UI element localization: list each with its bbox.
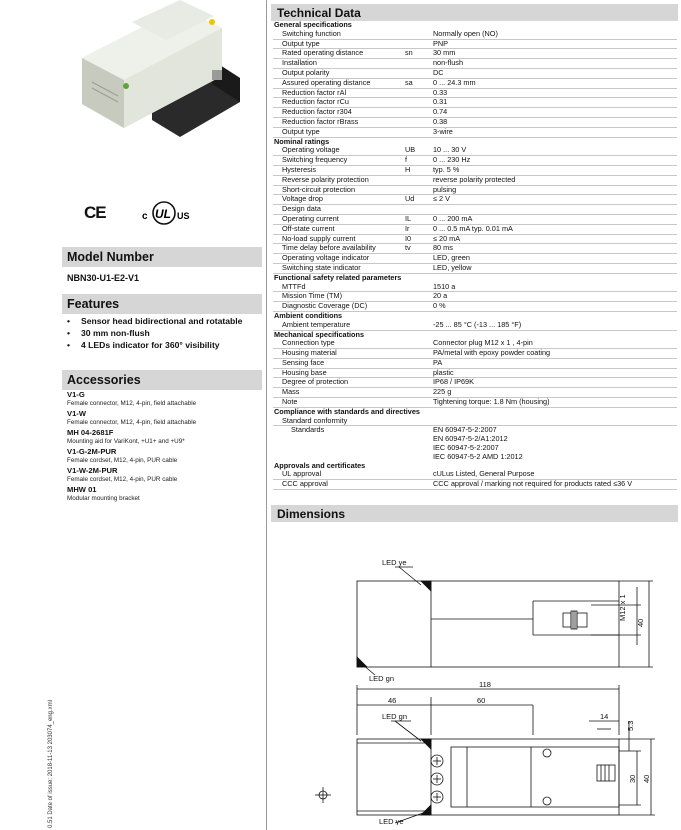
spec-value: 1510 a xyxy=(433,283,677,292)
spec-value: DC xyxy=(433,68,677,78)
spec-label: Off-state current xyxy=(273,224,405,234)
spec-label: Switching function xyxy=(273,30,405,39)
accessory-item xyxy=(67,447,259,465)
spec-symbol xyxy=(405,321,433,330)
spec-label: Output type xyxy=(273,127,405,137)
accessory-name: V1-G-2M-PUR xyxy=(67,447,117,456)
spec-symbol xyxy=(405,263,433,273)
spec-symbol xyxy=(405,292,433,302)
dim-40-side: 40 xyxy=(642,774,651,783)
spec-label: Operating current xyxy=(273,214,405,224)
spec-label: Design data xyxy=(273,205,405,215)
spec-label: Degree of protection xyxy=(273,378,405,388)
spec-row xyxy=(273,349,677,359)
spec-value: 0.38 xyxy=(433,117,677,127)
spec-row xyxy=(273,156,677,166)
spec-label: Rated operating distance xyxy=(273,49,405,59)
spec-row xyxy=(273,68,677,78)
accessory-description: Mounting aid for VariKont, +U1+ and +U9* xyxy=(67,437,185,445)
spec-symbol xyxy=(405,435,433,444)
accessory-name: V1-W xyxy=(67,409,86,418)
accessory-name: V1-W-2M-PUR xyxy=(67,466,118,475)
section-title: Approvals and certificates xyxy=(274,460,366,470)
spec-symbol: Ir xyxy=(405,224,433,234)
accessory-description: Modular mounting bracket xyxy=(67,494,140,502)
spec-row xyxy=(273,195,677,205)
dim-14: 14 xyxy=(600,712,609,721)
section-title: Functional safety related parameters xyxy=(274,272,402,282)
spec-symbol: f xyxy=(405,156,433,166)
spec-row xyxy=(273,358,677,368)
spec-label: Note xyxy=(273,398,405,408)
spec-value: 225 g xyxy=(433,388,677,398)
accessory-item xyxy=(67,428,259,446)
spec-value: IP68 / IP69K xyxy=(433,378,677,388)
ul-suffix: US xyxy=(177,211,190,221)
spec-symbol xyxy=(405,98,433,108)
accessory-name: V1-G xyxy=(67,390,85,399)
spec-label: Mass xyxy=(273,388,405,398)
accessories-list xyxy=(67,390,259,504)
spec-value: typ. 5 % xyxy=(433,165,677,175)
spec-value: pulsing xyxy=(433,185,677,195)
spec-label: Housing material xyxy=(273,349,405,359)
spec-symbol xyxy=(405,398,433,408)
dimensions-drawing xyxy=(271,525,678,825)
spec-label: Reduction factor rCu xyxy=(273,98,405,108)
spec-value: 0 % xyxy=(433,302,677,312)
spec-symbol xyxy=(405,388,433,398)
spec-symbol xyxy=(405,480,433,490)
spec-symbol: UB xyxy=(405,146,433,155)
accessory-description: Female connector, M12, 4-pin, field attachable xyxy=(67,399,197,407)
spec-row xyxy=(273,165,677,175)
spec-value: reverse polarity protected xyxy=(433,175,677,185)
spec-label: Voltage drop xyxy=(273,195,405,205)
spec-symbol xyxy=(405,378,433,388)
spec-symbol xyxy=(405,426,433,435)
spec-value: 20 a xyxy=(433,292,677,302)
technical-data-table xyxy=(273,21,677,490)
right-column xyxy=(266,0,681,830)
spec-value: cULus Listed, General Purpose xyxy=(433,470,677,479)
spec-value: 0.74 xyxy=(433,108,677,118)
section-title: Nominal ratings xyxy=(274,136,330,146)
spec-label: MTTFd xyxy=(273,283,405,292)
certification-marks xyxy=(84,199,214,229)
spec-value: IEC 60947-5-2 AMD 1:2012 xyxy=(433,451,523,461)
accessory-description: Female connector, M12, 4-pin, field attachable xyxy=(67,418,197,426)
left-column xyxy=(0,0,262,830)
m12-dimension: M12 x 1 xyxy=(618,594,627,621)
section-title: General specifications xyxy=(274,20,352,29)
dim-40-top: 40 xyxy=(636,618,645,627)
spec-symbol xyxy=(405,254,433,264)
spec-symbol xyxy=(405,302,433,312)
spec-symbol xyxy=(405,339,433,348)
spec-value: 10 ... 30 V xyxy=(433,146,677,155)
spec-label: Reverse polarity protection xyxy=(273,175,405,185)
features-list xyxy=(67,316,259,352)
spec-symbol xyxy=(405,417,433,426)
spec-label: UL approval xyxy=(273,470,405,479)
spec-symbol xyxy=(405,470,433,479)
spec-label: Sensing face xyxy=(273,358,405,368)
spec-value: CCC approval / marking not required for products rated ≤36 V xyxy=(433,480,677,490)
spec-value: 0.33 xyxy=(433,88,677,98)
spec-row xyxy=(273,378,677,388)
accessory-item xyxy=(67,485,259,503)
spec-label: Mission Time (TM) xyxy=(273,292,405,302)
spec-symbol xyxy=(405,108,433,118)
accessories-heading: Accessories xyxy=(62,370,262,390)
spec-value: 0.31 xyxy=(433,98,677,108)
spec-label xyxy=(273,435,405,444)
spec-label: Operating voltage xyxy=(273,146,405,155)
spec-value: EN 60947-5-2/A1:2012 xyxy=(433,434,508,444)
spec-value: PA xyxy=(433,358,677,368)
spec-row xyxy=(273,127,677,137)
spec-label: Switching state indicator xyxy=(273,263,405,273)
dim-30: 30 xyxy=(628,774,637,783)
spec-value: IEC 60947-5-2:2007 xyxy=(433,443,499,453)
spec-symbol: IL xyxy=(405,214,433,224)
spec-label: Time delay before availability xyxy=(273,244,405,254)
dim-60: 60 xyxy=(477,696,486,705)
technical-data-heading: Technical Data xyxy=(271,4,678,21)
product-photo xyxy=(62,0,252,150)
spec-symbol xyxy=(405,349,433,359)
spec-label: Housing base xyxy=(273,368,405,378)
spec-value: ≤ 2 V xyxy=(433,195,677,205)
ul-prefix: c xyxy=(142,211,148,222)
spec-label: Diagnostic Coverage (DC) xyxy=(273,302,405,312)
spec-value: Normally open (NO) xyxy=(433,30,677,39)
spec-row xyxy=(273,398,677,408)
spec-section-heading xyxy=(273,273,677,282)
spec-value: LED, yellow xyxy=(433,263,677,273)
spec-symbol xyxy=(405,68,433,78)
spec-symbol: Ud xyxy=(405,195,433,205)
dimensions-heading: Dimensions xyxy=(271,505,678,522)
spec-value: non-flush xyxy=(433,59,677,69)
spec-label: Hysteresis xyxy=(273,165,405,175)
spec-symbol xyxy=(405,205,433,215)
spec-row xyxy=(273,78,677,88)
spec-symbol xyxy=(405,358,433,368)
spec-symbol xyxy=(405,117,433,127)
accessory-item xyxy=(67,390,259,408)
spec-value: ≤ 20 mA xyxy=(433,234,677,244)
spec-value: plastic xyxy=(433,368,677,378)
spec-value: Tightening torque: 1.8 Nm (housing) xyxy=(433,398,677,408)
led-ye-label-top: LED ye xyxy=(382,558,407,567)
spec-value: 80 ms xyxy=(433,244,677,254)
spec-row xyxy=(273,59,677,69)
spec-row xyxy=(273,175,677,185)
model-number-heading: Model Number xyxy=(62,247,262,267)
spec-label: No-load supply current xyxy=(273,234,405,244)
spec-symbol xyxy=(405,59,433,69)
spec-symbol xyxy=(405,283,433,292)
spec-value: EN 60947-5-2:2007 xyxy=(433,425,497,435)
spec-value: -25 ... 85 °C (-13 ... 185 °F) xyxy=(433,321,677,330)
section-title: Ambient conditions xyxy=(274,310,343,320)
spec-symbol: sa xyxy=(405,78,433,88)
dim-5-3: 5.3 xyxy=(626,720,635,731)
spec-row xyxy=(273,302,677,312)
accessory-item xyxy=(67,409,259,427)
accessory-name: MHW 01 xyxy=(67,485,97,494)
spec-label: Short-circuit protection xyxy=(273,185,405,195)
spec-label: Reduction factor rAl xyxy=(273,88,405,98)
spec-row xyxy=(273,480,677,490)
spec-value: 0 ... 0.5 mA typ. 0.01 mA xyxy=(433,224,677,234)
spec-symbol xyxy=(405,30,433,39)
spec-value: 3-wire xyxy=(433,127,677,137)
feature-item: • Sensor head bidirectional and rotatable xyxy=(67,316,259,327)
led-gn-label-side: LED gn xyxy=(382,712,408,721)
spec-value: PNP xyxy=(433,39,677,49)
led-ye-label-side: LED ye xyxy=(379,817,404,825)
spec-label: Standard conformity xyxy=(273,417,405,426)
spec-row xyxy=(273,117,677,127)
ul-letters: UL xyxy=(155,207,171,221)
spec-label: Connection type xyxy=(273,339,405,348)
spec-row xyxy=(273,49,677,59)
spec-label: Output type xyxy=(273,39,405,49)
spec-row xyxy=(273,205,677,215)
accessory-description: Female cordset, M12, 4-pin, PUR cable xyxy=(67,456,178,464)
spec-label: Ambient temperature xyxy=(273,321,405,330)
accessory-name: MH 04-2681F xyxy=(67,428,114,437)
spec-row xyxy=(273,254,677,264)
spec-symbol: sn xyxy=(405,49,433,59)
spec-symbol: H xyxy=(405,165,433,175)
spec-row xyxy=(273,30,677,39)
spec-value: 0 ... 230 Hz xyxy=(433,156,677,166)
spec-symbol xyxy=(405,127,433,137)
dim-118: 118 xyxy=(479,680,491,689)
spec-row xyxy=(273,108,677,118)
feature-item: • 4 LEDs indicator for 360° visibility xyxy=(67,340,259,351)
spec-label: Standards xyxy=(291,425,325,435)
spec-label: Switching frequency xyxy=(273,156,405,166)
spec-value: PA/metal with epoxy powder coating xyxy=(433,349,677,359)
spec-value: Connector plug M12 x 1 , 4-pin xyxy=(433,339,677,348)
spec-row xyxy=(273,185,677,195)
spec-row xyxy=(273,263,677,273)
spec-row xyxy=(273,224,677,234)
spec-label: Reduction factor r304 xyxy=(273,108,405,118)
spec-symbol xyxy=(405,453,433,462)
ul-mark-icon xyxy=(140,199,200,227)
spec-value: 0 ... 200 mA xyxy=(433,214,677,224)
spec-symbol xyxy=(405,175,433,185)
spec-value: 0 ... 24.3 mm xyxy=(433,78,677,88)
spec-label: Operating voltage indicator xyxy=(273,254,405,264)
spec-label: Output polarity xyxy=(273,68,405,78)
spec-symbol: tv xyxy=(405,244,433,254)
spec-value: LED, green xyxy=(433,254,677,264)
accessory-item xyxy=(67,466,259,484)
ce-mark: CE xyxy=(84,203,106,222)
features-heading: Features xyxy=(62,294,262,314)
section-title: Mechanical specifications xyxy=(274,329,365,339)
spec-row xyxy=(273,321,677,330)
spec-label: Installation xyxy=(273,59,405,69)
dim-46: 46 xyxy=(388,696,397,705)
spec-symbol: I0 xyxy=(405,234,433,244)
section-title: Compliance with standards and directives xyxy=(274,406,420,416)
spec-symbol xyxy=(405,444,433,453)
accessory-description: Female cordset, M12, 4-pin, PUR cable xyxy=(67,475,178,483)
spec-value: 30 mm xyxy=(433,49,677,59)
spec-label xyxy=(273,444,405,453)
spec-symbol xyxy=(405,88,433,98)
spec-symbol xyxy=(405,368,433,378)
spec-label: CCC approval xyxy=(273,480,405,490)
spec-label: Reduction factor rBrass xyxy=(273,117,405,127)
spec-value xyxy=(433,205,677,215)
issue-date-footer: 0.51 Date of issue: 2018-11-13 203074_eng.xml xyxy=(48,700,54,828)
spec-label: Assured operating distance xyxy=(273,78,405,88)
model-number: NBN30-U1-E2-V1 xyxy=(67,273,140,283)
led-gn-label-top: LED gn xyxy=(369,674,395,683)
feature-item: • 30 mm non-flush xyxy=(67,328,259,339)
spec-row xyxy=(273,214,677,224)
